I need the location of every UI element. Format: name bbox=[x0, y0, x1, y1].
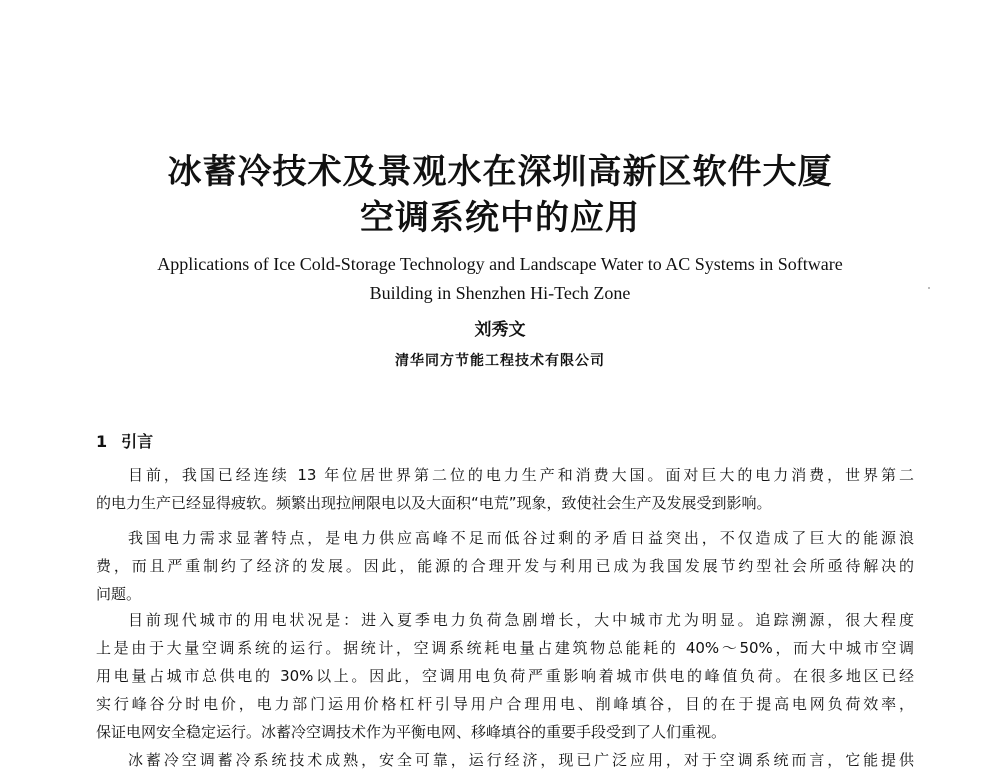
paragraph-line: 目前，我国已经连续 13 年位居世界第二位的电力生产和消费大国。面对巨大的电力消费，世界第二 bbox=[128, 466, 914, 484]
paragraph-line: 保证电网安全稳定运行。冰蓄冷空调技术作为平衡电网、移峰填谷的重要手段受到了人们重视。 bbox=[96, 723, 727, 741]
section-number: 1 bbox=[96, 432, 108, 451]
paragraph-line: 目前现代城市的用电状况是：进入夏季电力负荷急剧增长，大中城市尤为明显。追踪溯源，很大程度 bbox=[128, 611, 914, 629]
paragraph-line: 问题。 bbox=[96, 585, 142, 603]
paragraph-line: 冰蓄冷空调蓄冷系统技术成熟，安全可靠，运行经济，现已广泛应用，对于空调系统而言，它能提供 bbox=[128, 751, 914, 769]
paragraph-4 bbox=[96, 746, 914, 774]
english-title-line-2: Building in Shenzhen Hi-Tech Zone bbox=[369, 283, 631, 303]
paragraph-line: 实行峰谷分时电价，电力部门运用价格杠杆引导用户合理用电、削峰填谷，目的在于提高电网负荷效率， bbox=[96, 695, 914, 713]
paragraph-line: 用电量占城市总供电的 30%以上。因此，空调用电负荷严重影响着城市供电的峰值负荷。在很多地区已经 bbox=[96, 667, 914, 685]
paragraph-line: 上是由于大量空调系统的运行。据统计，空调系统耗电量占建筑物总能耗的 40%～50%，而大中城市空调 bbox=[96, 639, 914, 657]
section-title: 引言 bbox=[121, 432, 154, 451]
paragraph-1 bbox=[96, 461, 914, 517]
section-heading bbox=[96, 430, 153, 454]
author-name: 刘秀文 bbox=[474, 320, 526, 340]
paragraph-3 bbox=[96, 606, 914, 746]
english-title-line-1: Applications of Ice Cold-Storage Technology and Landscape Water to AC Systems in Software bbox=[157, 254, 843, 274]
paragraph-line: 我国电力需求显著特点，是电力供应高峰不足而低谷过剩的矛盾日益突出，不仅造成了巨大的能源浪 bbox=[128, 529, 914, 547]
paragraph-2 bbox=[96, 524, 914, 608]
author-affiliation: 清华同方节能工程技术有限公司 bbox=[395, 353, 605, 369]
paragraph-line: 费，而且严重制约了经济的发展。因此，能源的合理开发与利用已成为我国发展节约型社会所亟待解决的 bbox=[96, 557, 914, 575]
scan-speck bbox=[928, 287, 930, 289]
chinese-title-line-2: 空调系统中的应用 bbox=[360, 198, 640, 238]
chinese-title-line-1: 冰蓄冷技术及景观水在深圳高新区软件大厦 bbox=[167, 152, 833, 192]
paragraph-line: 的电力生产已经显得疲软。频繁出现拉闸限电以及大面积“电荒”现象，致使社会生产及发展受到影响。 bbox=[96, 494, 772, 512]
